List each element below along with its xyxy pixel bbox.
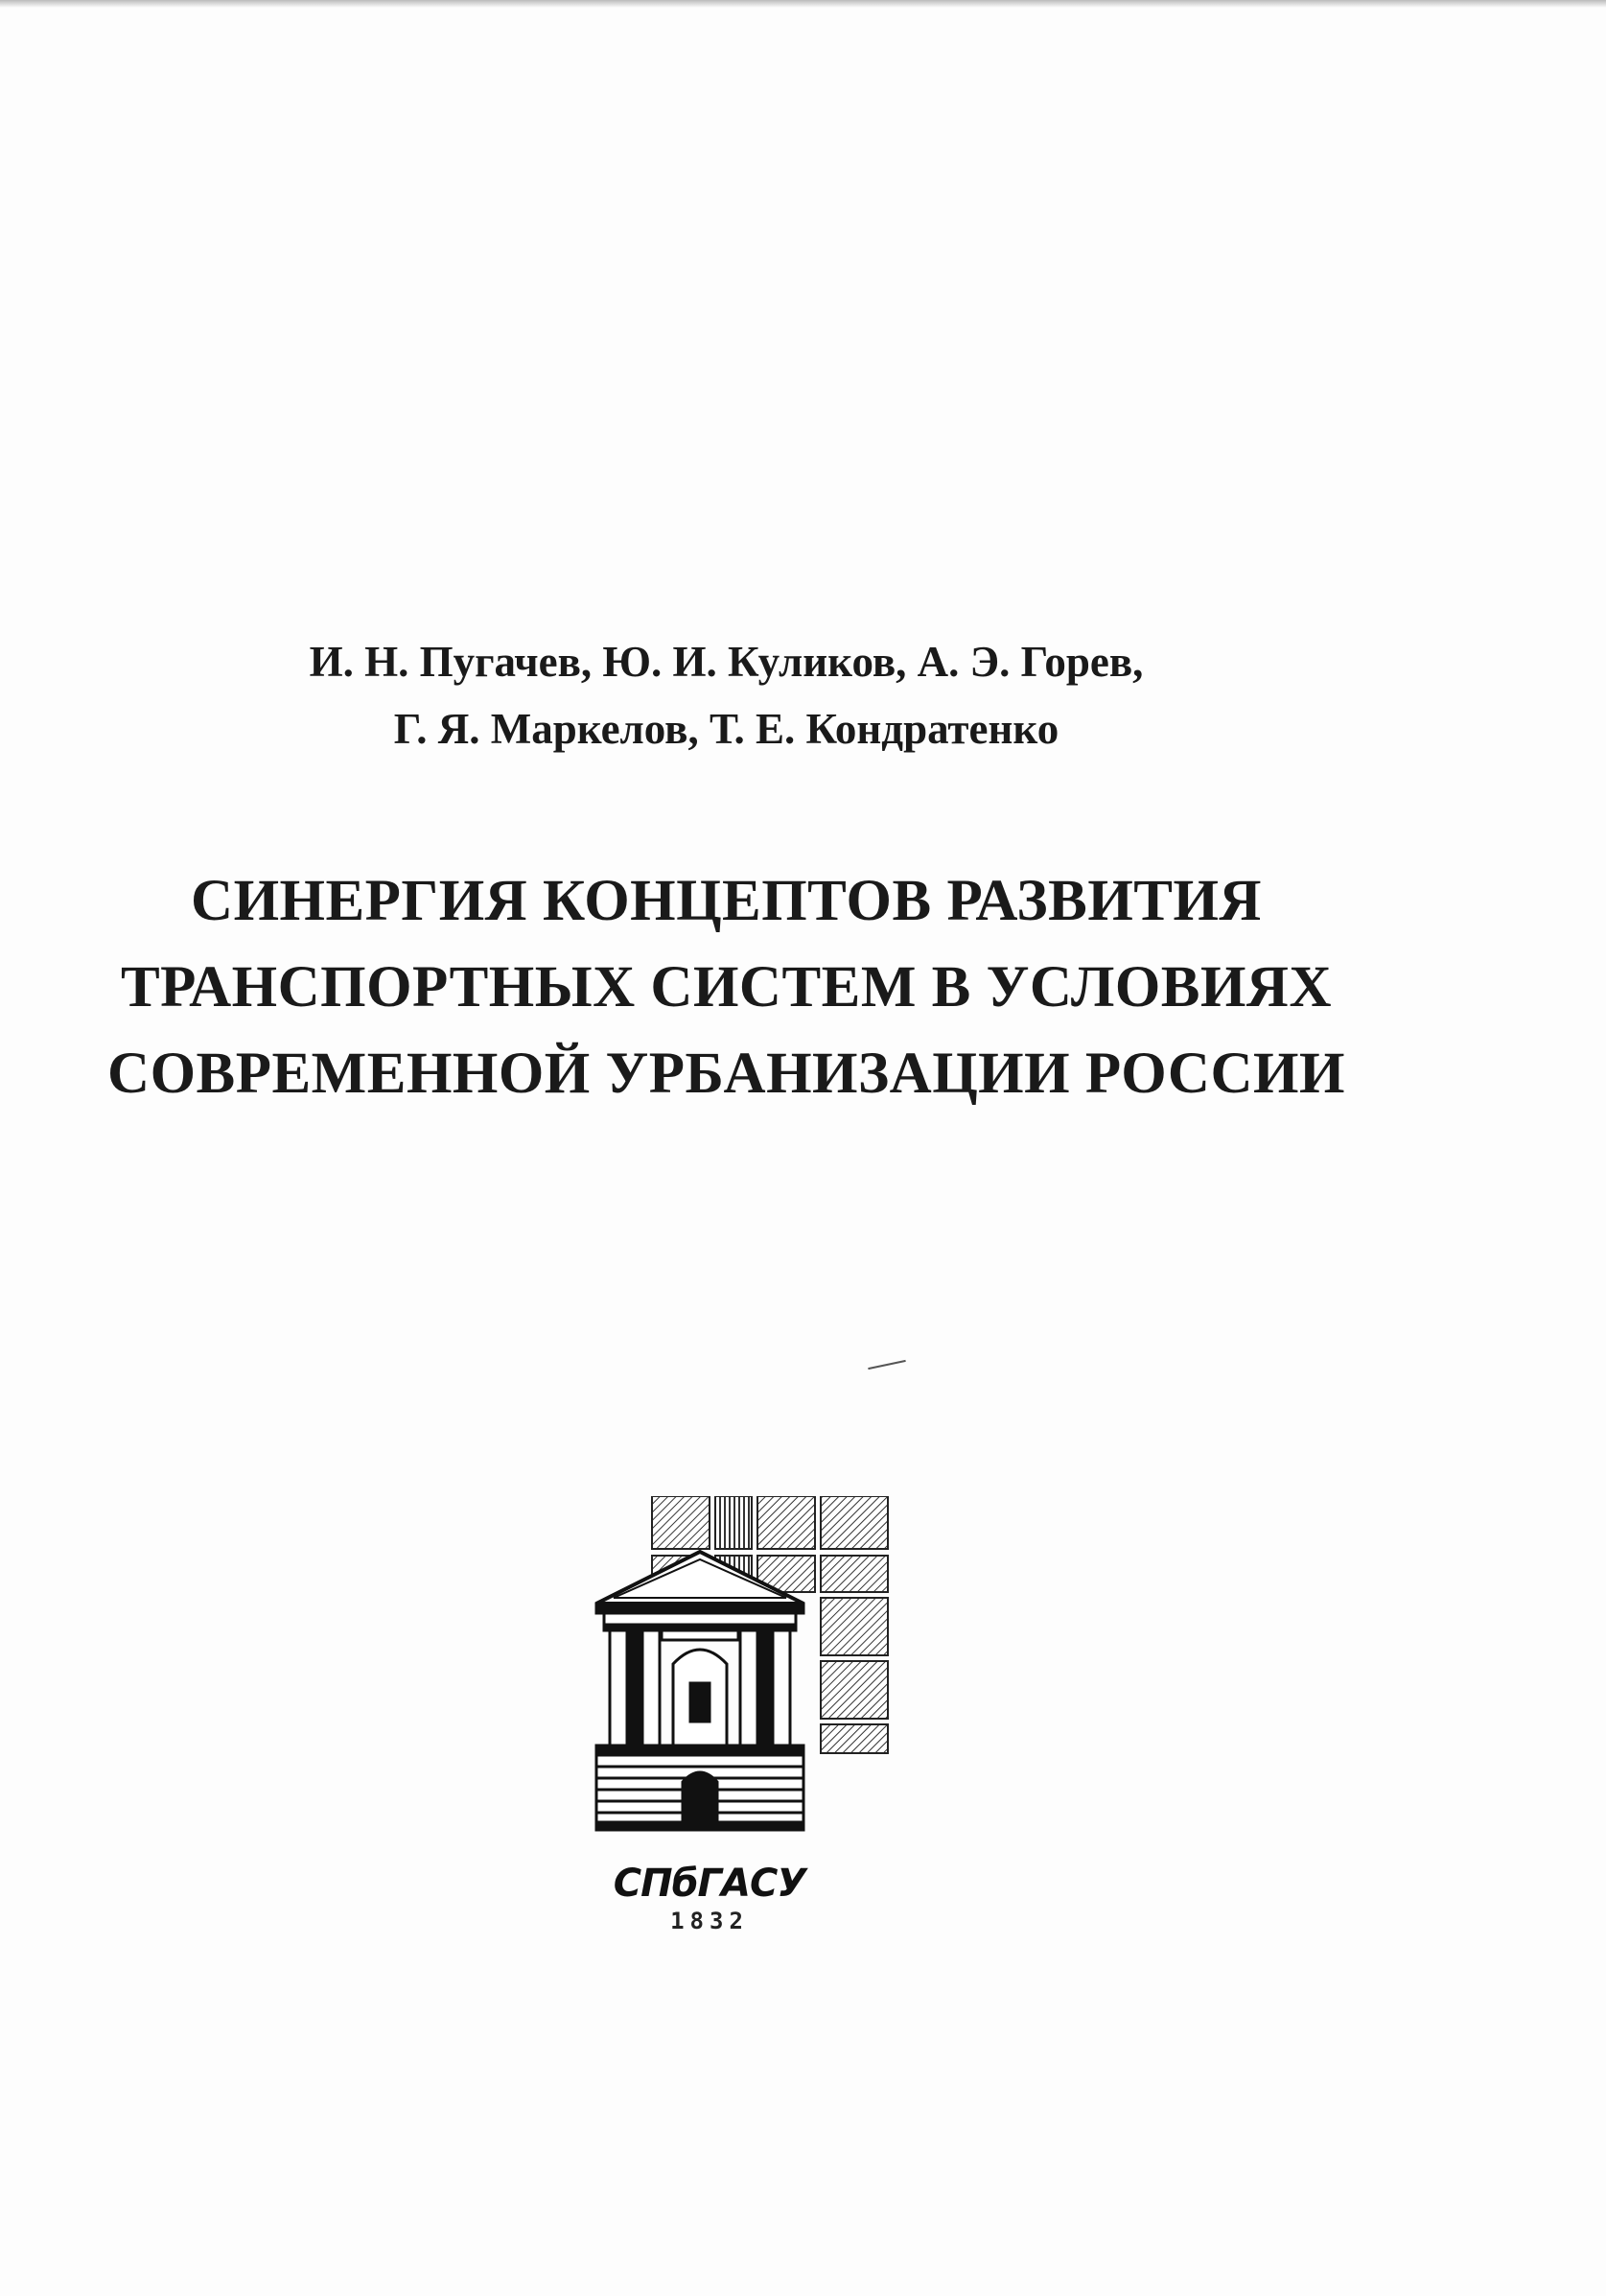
- logo-caption: [594, 1861, 825, 1935]
- scan-top-edge: [0, 0, 1606, 8]
- authors-line-2: Г. Я. Маркелов, Т. Е. Кондратенко: [393, 705, 1059, 753]
- scan-artifact: [868, 1360, 906, 1370]
- logo-year: 1832: [670, 1908, 749, 1934]
- authors-line-1: И. Н. Пугачев, Ю. И. Куликов, А. Э. Горев,: [309, 638, 1144, 686]
- book-title-line-2: ТРАНСПОРТНЫХ СИСТЕМ В УСЛОВИЯХ: [120, 955, 1333, 1019]
- university-building-logo-icon: [594, 1496, 892, 1851]
- book-title: [0, 858, 1453, 1117]
- book-title-line-1: СИНЕРГИЯ КОНЦЕПТОВ РАЗВИТИЯ: [191, 869, 1262, 933]
- book-title-line-3: СОВРЕМЕННОЙ УРБАНИЗАЦИИ РОССИИ: [107, 1042, 1345, 1106]
- authors-block: [0, 628, 1453, 762]
- logo-name: СПбГАСУ: [613, 1862, 806, 1906]
- building: [596, 1552, 803, 1830]
